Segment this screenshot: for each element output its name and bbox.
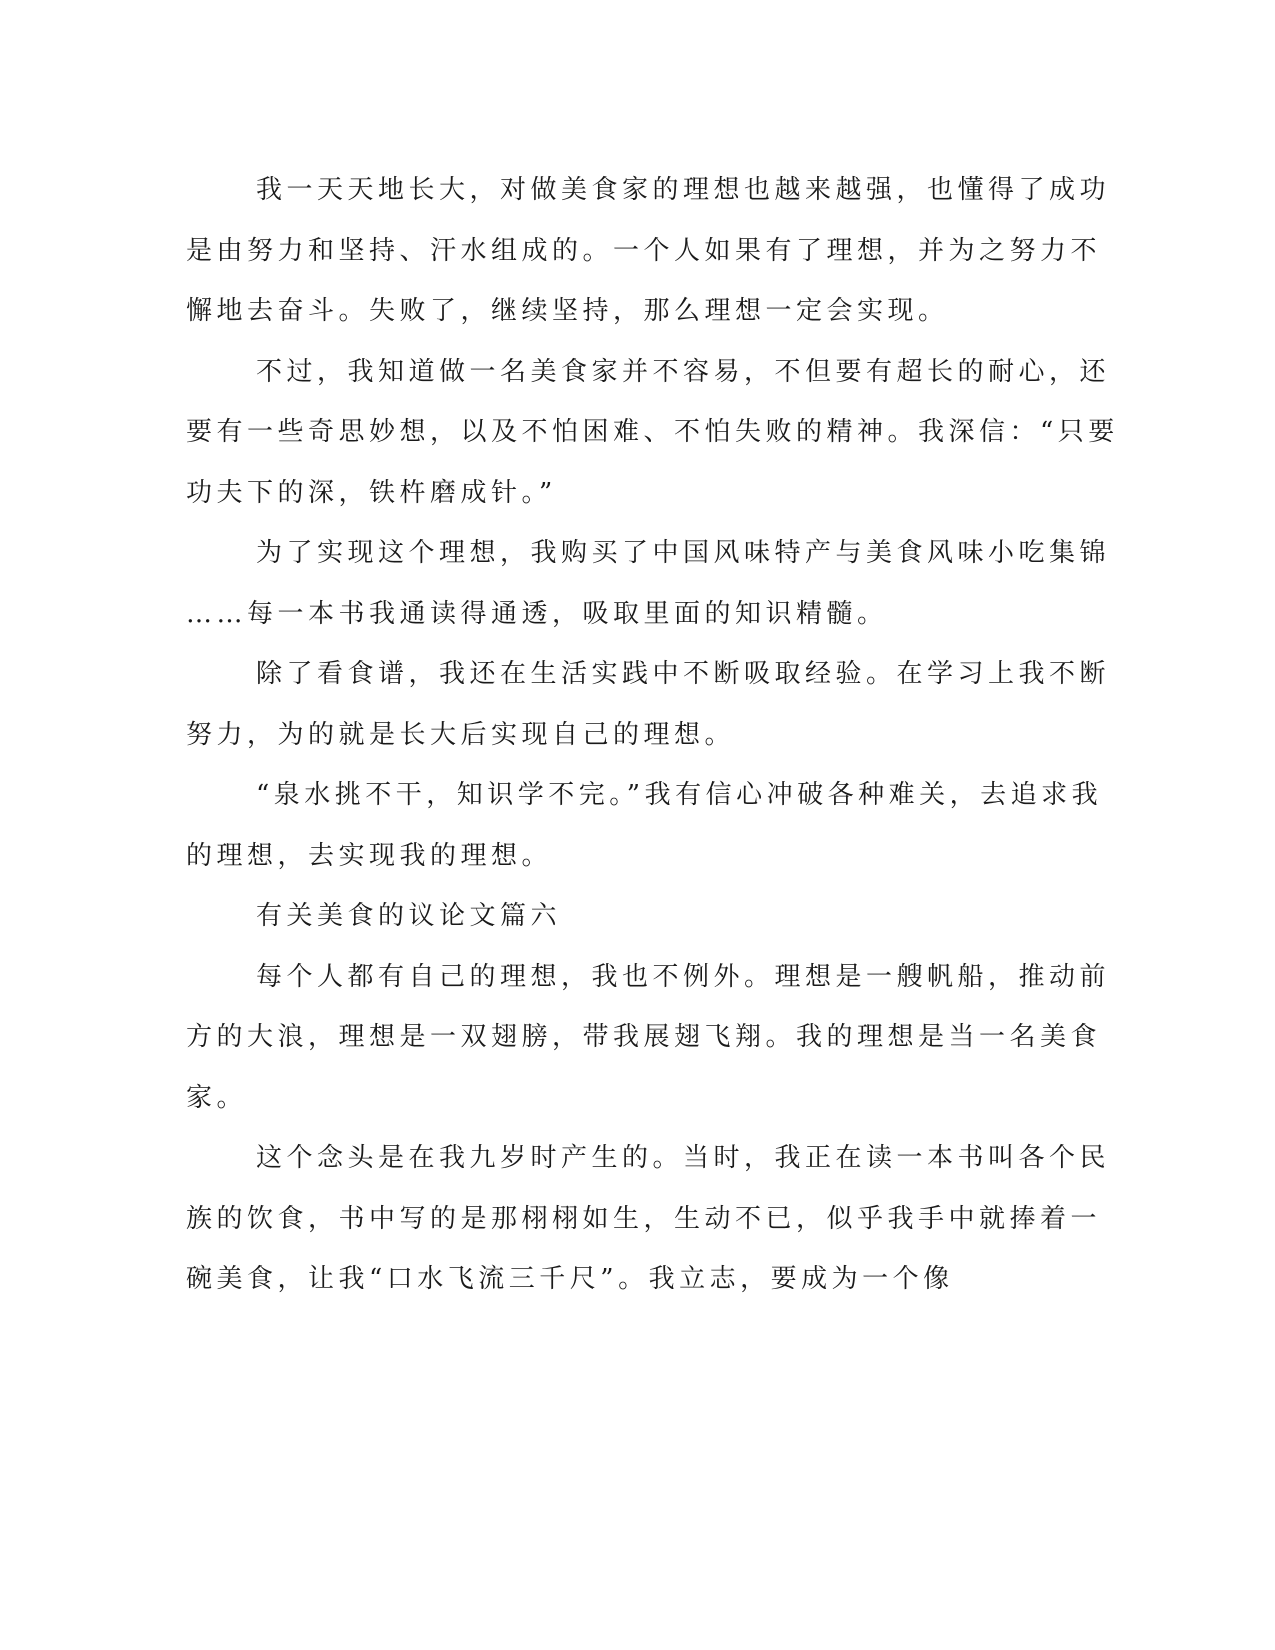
text-line: 每个人都有自己的理想，我也不例外。理想是一艘帆船，推动前 <box>256 961 1111 992</box>
text-line: 方的大浪，理想是一双翅膀，带我展翅飞翔。我的理想是当一名美食 <box>186 1022 1102 1052</box>
document-body <box>186 160 1119 1310</box>
text-line: 这个念头是在我九岁时产生的。当时，我正在读一本书叫各个民 <box>256 1143 1111 1173</box>
text-line: 功夫下的深，铁杵磨成针。” <box>186 477 557 508</box>
text-line: 族的饮食，书中写的是那栩栩如生，生动不已，似乎我手中就捧着一 <box>186 1203 1102 1234</box>
text-line: 努力，为的就是长大后实现自己的理想。 <box>186 719 736 750</box>
text-line: 不过，我知道做一名美食家并不容易，不但要有超长的耐心，还 <box>256 356 1111 387</box>
text-line: 是由努力和坚持、汗水组成的。一个人如果有了理想，并为之努力不 <box>186 235 1102 266</box>
section-heading: 有关美食的议论文篇六 <box>256 901 562 931</box>
text-line: 要有一些奇思妙想，以及不怕困难、不怕失败的精神。我深信：“只要 <box>186 417 1119 447</box>
text-line: 为了实现这个理想，我购买了中国风味特产与美食风味小吃集锦 <box>256 538 1111 568</box>
text-line: 懈地去奋斗。失败了，继续坚持，那么理想一定会实现。 <box>186 296 949 326</box>
text-line: 碗美食，让我“口水飞流三千尺”。我立志，要成为一个像 <box>186 1264 954 1294</box>
text-line: 除了看食谱，我还在生活实践中不断吸取经验。在学习上我不断 <box>256 659 1111 689</box>
text-line: 我一天天地长大，对做美食家的理想也越来越强，也懂得了成功 <box>256 175 1111 205</box>
text-line: 的理想，去实现我的理想。 <box>186 840 553 871</box>
text-line: ……每一本书我通读得通透，吸取里面的知识精髓。 <box>186 598 888 629</box>
text-line: 家。 <box>186 1082 248 1113</box>
text-line: “泉水挑不干，知识学不完。”我有信心冲破各种难关，去追求我 <box>256 780 1103 810</box>
